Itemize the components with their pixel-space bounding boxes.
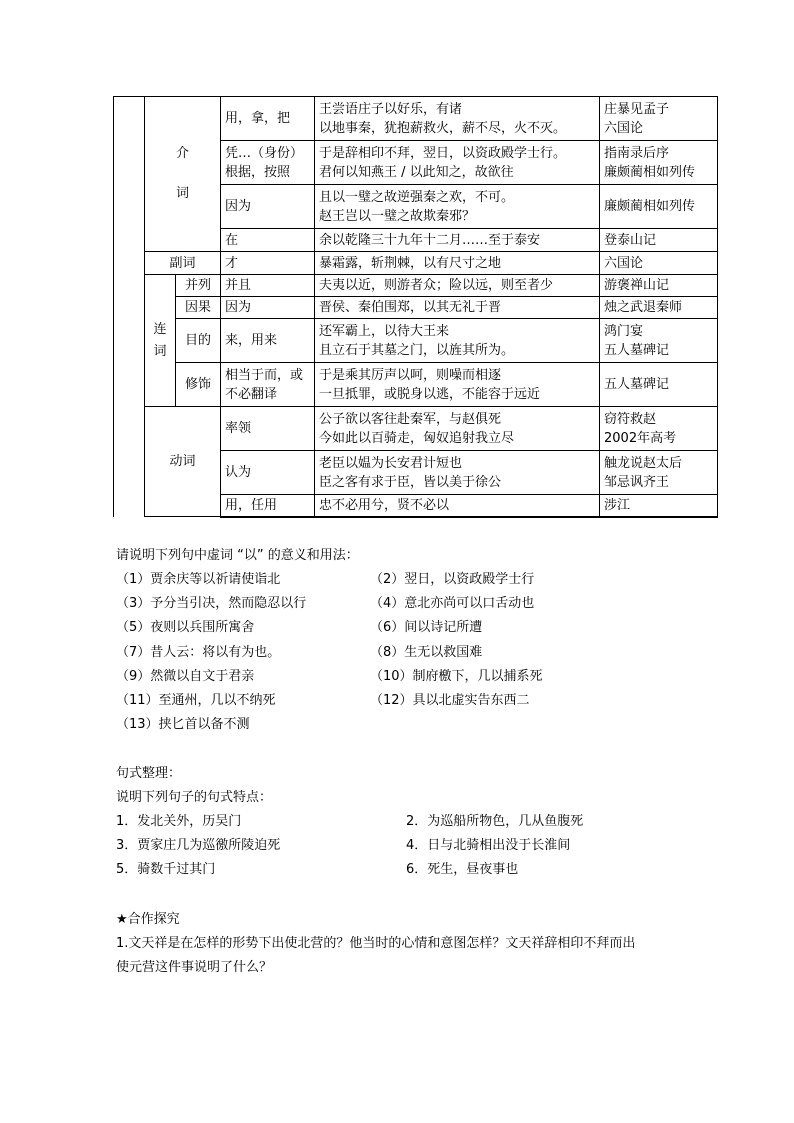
exercise-item: （6）间以诗记所遭: [370, 620, 483, 636]
sentence-pattern-section: [116, 762, 584, 882]
example-line: 公子欲以客往赴秦军，与赵俱死: [319, 411, 502, 427]
example-line: 老臣以媪为长安君计短也: [319, 455, 463, 471]
meaning-cell: 认为: [221, 451, 315, 495]
example-line: 一旦抵罪，或脱身以逃，不能容于远近: [319, 386, 541, 402]
meaning-cell: 用，拿，把: [221, 97, 315, 141]
table-row: [114, 319, 718, 363]
table-row: [114, 363, 718, 407]
group-label: 连: [153, 321, 167, 337]
exercise-item: （9）然微以自文于君亲: [116, 668, 255, 684]
exercise-prompt: 请说明下列句中虚词 “以” 的意义和用法：: [116, 548, 359, 563]
group-cell-adverb: 副词: [145, 252, 221, 275]
table-row: [114, 252, 718, 275]
example-cell: [315, 451, 600, 495]
meaning-cell: 因为: [221, 185, 315, 229]
source-line: 触龙说赵太后: [604, 455, 683, 471]
example-line: 于是乘其厉声以呵，则噪而相逐: [319, 367, 502, 383]
example-line: 君何以知燕王 / 以此知之，故欲往: [319, 164, 514, 180]
example-cell: [315, 97, 600, 141]
meaning-cell: [221, 363, 315, 407]
source-line: 廉颇蔺相如列传: [604, 164, 696, 180]
source-line: 五人墓碑记: [604, 342, 670, 358]
example-cell: [315, 185, 600, 229]
exercise-item: 2．为巡船所物色，几从鱼腹死: [406, 814, 584, 829]
exercise-item: （8）生无以救国难: [370, 644, 483, 660]
example-cell: 暴霜露，斩荆棘，以有尺寸之地: [315, 252, 600, 275]
list-item: [116, 810, 584, 834]
list-item: [116, 689, 530, 713]
list-item: [116, 641, 483, 665]
left-margin-cell: [114, 97, 145, 517]
source-cell: [600, 97, 718, 141]
example-line: 今如此以百骑走，匈奴追射我立尽: [319, 430, 515, 446]
yi-usage-table: [113, 96, 718, 518]
source-line: 庄暴见孟子: [604, 101, 670, 117]
meaning-cell: 在: [221, 229, 315, 252]
source-cell: 廉颇蔺相如列传: [600, 185, 718, 229]
subtype-cell: 并列: [176, 275, 221, 297]
source-cell: [600, 407, 718, 451]
example-cell: 晋侯、秦伯围郑，以其无礼于晋: [315, 297, 600, 319]
exercise-prompt: 说明下列句子的句式特点：: [116, 790, 273, 805]
source-cell: [600, 141, 718, 185]
source-line: 指南录后序: [604, 145, 670, 161]
exercise-item: 6．死生，昼夜事也: [406, 862, 519, 877]
group-cell-verb: 动词: [145, 407, 221, 517]
example-line: 还军霸上，以待大王来: [319, 323, 450, 339]
source-cell: 烛之武退秦师: [600, 297, 718, 319]
meaning-cell: 并且: [221, 275, 315, 297]
source-cell: [600, 451, 718, 495]
meaning-cell: 率领: [221, 407, 315, 451]
example-cell: [315, 319, 600, 363]
section-heading: 句式整理：: [116, 766, 182, 781]
meaning-cell: [221, 141, 315, 185]
subtype-cell: 因果: [176, 297, 221, 319]
exercise-item: （7）昔人云：将以有为也。: [116, 644, 281, 660]
list-item: [116, 713, 359, 737]
section-heading: ★合作探究: [116, 912, 180, 927]
list-item: [116, 568, 535, 592]
source-cell: 游褒禅山记: [600, 275, 718, 297]
group-label: 词: [176, 186, 190, 201]
list-item: [116, 592, 535, 616]
source-line: 邹忌讽齐王: [604, 474, 670, 490]
meaning-text: 凭…（身份）根据，按照: [225, 145, 304, 180]
list-item: [116, 858, 519, 882]
table-row: [114, 407, 718, 451]
exercise-item: （4）意北亦尚可以口舌动也: [370, 596, 535, 612]
source-cell: 六国论: [600, 252, 718, 275]
example-cell: [315, 141, 600, 185]
list-item: [116, 834, 571, 858]
exercise-item: （5）夜则以兵围所寓舍: [116, 620, 255, 636]
exercise-item: （11）至通州，几以不纳死: [116, 692, 276, 708]
exercise-item: 5．骑数千过其门: [116, 862, 216, 877]
meaning-cell: 用，任用: [221, 495, 315, 517]
source-cell: 涉江: [600, 495, 718, 517]
source-line: 鸿门宴: [604, 323, 644, 339]
exercise-item: 1．发北关外，历吴门: [116, 814, 242, 829]
example-cell: 夫夷以近，则游者众；险以远，则至者少: [315, 275, 600, 297]
table-row: [114, 97, 718, 141]
group-label: 词: [153, 343, 167, 359]
exercise-item: （13）挟匕首以备不测: [116, 717, 250, 733]
exercise-item: （3）予分当引决，然而隐忍以行: [116, 596, 307, 612]
exercise-item: 4．日与北骑相出没于长淮间: [406, 838, 571, 853]
list-item: [116, 616, 483, 640]
source-cell: 五人墓碑记: [600, 363, 718, 407]
example-line: 臣之客有求于臣，皆以美于徐公: [319, 474, 502, 490]
subtype-cell: 目的: [176, 319, 221, 363]
table-row: [114, 297, 718, 319]
source-line: 2002年高考: [604, 430, 677, 446]
exercise-item: （10）制府檄下，几以捕系死: [370, 668, 543, 684]
exercise-item: （12）具以北虚实告东西二: [370, 692, 530, 708]
example-cell: 忠不必用兮，贤不必以: [315, 495, 600, 517]
example-line: 且立石于其墓之门，以旌其所为。: [319, 342, 515, 358]
explore-section: [116, 908, 635, 980]
source-line: 六国论: [604, 120, 644, 136]
example-line: 且以一璧之故逆强秦之欢，不可。: [319, 189, 515, 205]
meaning-cell: 因为: [221, 297, 315, 319]
exercise-yi-section: [116, 544, 543, 737]
group-label: 介: [176, 146, 190, 161]
meaning-cell: 来，用来: [221, 319, 315, 363]
example-line: 以地事秦，犹抱薪救火，薪不尽，火不灭。: [319, 120, 567, 136]
exercise-item: （1）贾余庆等以祈请使诣北: [116, 572, 281, 587]
group-cell-conj: [145, 275, 176, 407]
example-cell: [315, 363, 600, 407]
exercise-item: 3．贾家庄几为巡徼所陵迫死: [116, 838, 281, 853]
source-cell: [600, 319, 718, 363]
group-cell-prep: [145, 97, 221, 252]
list-item: [116, 665, 543, 689]
meaning-cell: 才: [221, 252, 315, 275]
meaning-text: 相当于而，或不必翻译: [225, 367, 304, 402]
table-row: [114, 275, 718, 297]
question-line: 使元营这件事说明了什么？: [116, 960, 273, 975]
example-line: 赵王岂以一璧之故欺秦邪？: [319, 208, 476, 224]
example-line: 王尝语庄子以好乐，有诸: [319, 101, 463, 117]
example-cell: 余以乾隆三十九年十二月……至于泰安: [315, 229, 600, 252]
example-line: 于是辞相印不拜，翌日，以资政殿学士行。: [319, 145, 567, 161]
source-line: 窃符救赵: [604, 411, 657, 427]
example-cell: [315, 407, 600, 451]
exercise-item: （2）翌日，以资政殿学士行: [370, 572, 535, 587]
subtype-cell: 修饰: [176, 363, 221, 407]
question-line: 1.文天祥是在怎样的形势下出使北营的？他当时的心情和意图怎样？文天祥辞相印不拜而出: [116, 936, 636, 951]
source-cell: 登泰山记: [600, 229, 718, 252]
